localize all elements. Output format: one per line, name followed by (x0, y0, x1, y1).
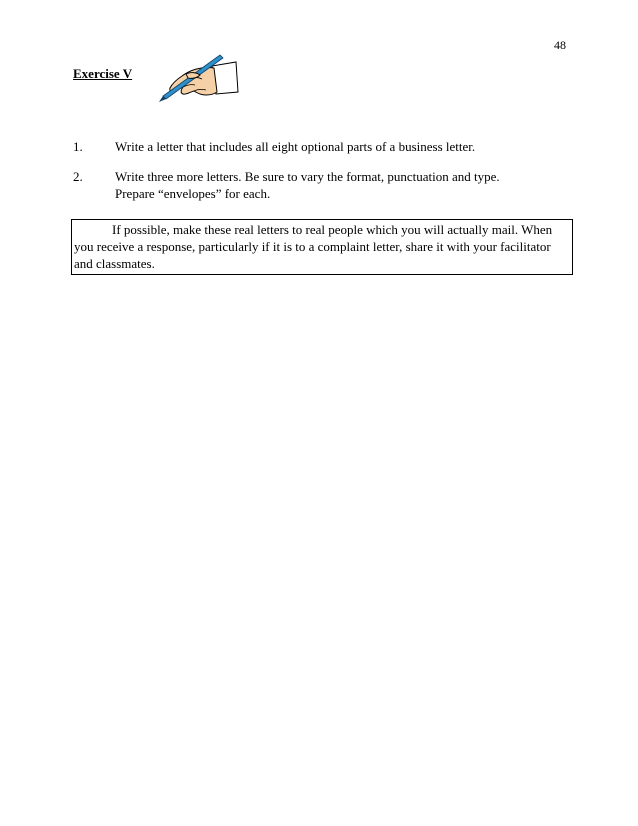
item-number: 2. (73, 169, 83, 184)
item-number: 1. (73, 139, 83, 154)
list-item (73, 168, 573, 202)
hand-writing-with-pen-icon (150, 52, 240, 104)
item-text: Write a letter that includes all eight optional parts of a business letter. (115, 139, 476, 154)
note-box (71, 219, 573, 275)
note-text: If possible, make these real letters to real people which you will actually mail. When you receive a response, particularly if it is to a complaint letter, share it with your facilitator and classmates. (74, 222, 553, 271)
page-number: 48 (554, 38, 566, 52)
list-item (73, 138, 573, 155)
exercise-list (73, 138, 573, 202)
exercise-title: Exercise V (73, 66, 133, 81)
item-text: Write three more letters. Be sure to vary the format, punctuation and type. Prepare “envelopes” for each. (115, 169, 500, 201)
